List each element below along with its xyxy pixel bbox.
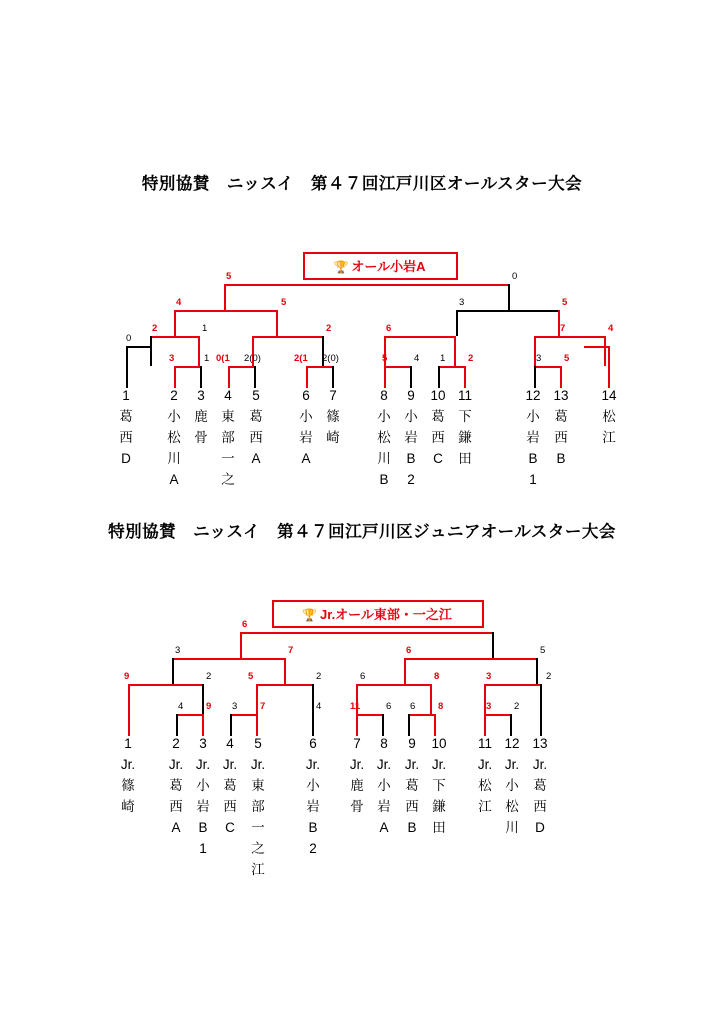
score-semifinal-left-b: 7 — [288, 645, 294, 656]
score-quarter2-left: 5 — [248, 671, 254, 682]
semifinal-right-horizontal — [456, 310, 560, 312]
final-right-riser — [508, 284, 510, 310]
score-r1-3: 1 — [204, 353, 210, 364]
bracket-section-allstar — [0, 170, 724, 534]
r1-riser-1 — [128, 694, 130, 736]
trophy-icon: 🏆 — [333, 260, 349, 274]
team-entry: 13 Jr. 葛 西 D — [532, 736, 548, 835]
r1-riser-14 — [608, 346, 610, 388]
team-entry: 8 小 松 川 B — [377, 388, 391, 487]
bracket-diagram-junior — [0, 542, 724, 882]
score-r1-3: 9 — [206, 701, 212, 712]
score-r1-6: 4 — [316, 701, 322, 712]
r1-pair-7-8 — [356, 714, 384, 716]
bracket-diagram-allstar — [0, 194, 724, 534]
score-r1-8: 5 — [382, 353, 388, 364]
score-semifinal-right-b: 5 — [562, 297, 568, 308]
score-r1-11: 3 — [486, 701, 492, 712]
r1-pair-10-11 — [438, 366, 466, 368]
score-r1-1: 0 — [126, 333, 132, 344]
r1-riser-6 — [306, 366, 308, 388]
score-semifinal-right-a: 3 — [459, 297, 465, 308]
score-r1-9: 4 — [414, 353, 420, 364]
quarter3-right-riser — [454, 336, 456, 366]
team-entry: 13 葛 西 B — [553, 388, 569, 466]
score-r1-7: 2(0) — [322, 353, 339, 364]
team-entry: 2 小 松 川 A — [167, 388, 181, 487]
final-horizontal — [224, 284, 510, 286]
r1-riser-12 — [534, 366, 536, 388]
team-entry: 1 Jr. 篠 崎 — [120, 736, 136, 814]
r1-pair-8-9 — [384, 366, 412, 368]
score-r1-12: 3 — [536, 353, 542, 364]
score-quarter2-right: 2 — [316, 671, 322, 682]
team-entry: 4 東 部 一 之 — [221, 388, 235, 487]
score-quarter3-right: 8 — [434, 671, 440, 682]
team-entry: 7 Jr. 鹿 骨 — [349, 736, 365, 814]
score-quarter4-right: 2 — [546, 671, 552, 682]
quarter3-horizontal — [384, 336, 456, 338]
team-entry: 6 Jr. 小 岩 B 2 — [305, 736, 321, 856]
r1-pair-4-5 — [228, 366, 256, 368]
score-semifinal-left-b: 5 — [281, 297, 287, 308]
score-quarter1-right: 1 — [202, 323, 208, 334]
final-right-riser — [492, 632, 494, 658]
quarter4-horizontal — [484, 684, 542, 686]
score-quarter4-right: 4 — [608, 323, 614, 334]
team-entry: 9 小 岩 B 2 — [404, 388, 418, 487]
r1-riser-2 — [174, 366, 176, 388]
score-quarter3-left: 6 — [360, 671, 366, 682]
semifinal-left-horizontal — [174, 310, 278, 312]
score-quarter3-left: 6 — [386, 323, 392, 334]
trophy-icon: 🏆 — [302, 608, 317, 622]
score-semifinal-left-a: 4 — [176, 297, 182, 308]
r1-pair-2-3 — [174, 366, 202, 368]
score-r1-10: 8 — [438, 701, 444, 712]
quarter3-horizontal — [356, 684, 432, 686]
team-entry: 14 松 江 — [601, 388, 617, 445]
score-quarter1-right: 2 — [206, 671, 212, 682]
champion-box — [272, 600, 484, 628]
quarter1-horizontal — [150, 336, 200, 338]
team-entry: 2 Jr. 葛 西 A — [168, 736, 184, 835]
score-final-right: 0 — [512, 271, 518, 282]
quarter4-horizontal — [534, 336, 606, 338]
semifinal-left-riser-b — [284, 658, 286, 684]
team-entry: 10 Jr. 下 鎌 田 — [431, 736, 447, 835]
score-r1-9: 6 — [410, 701, 416, 712]
section-title: 特別協賛 ニッスイ 第４７回江戸川区オールスター大会 — [141, 175, 583, 193]
score-r1-4: 0(1 — [216, 353, 230, 364]
score-quarter2-right: 2 — [326, 323, 332, 334]
score-r1-2: 4 — [178, 701, 184, 712]
r1-riser-4 — [228, 366, 230, 388]
quarter1-horizontal — [128, 684, 204, 686]
champion-box — [303, 252, 458, 280]
semifinal-left-horizontal — [172, 658, 286, 660]
team-entry: 4 Jr. 葛 西 C — [222, 736, 238, 835]
quarter1-right-riser — [202, 684, 204, 714]
r1-pair-4-5 — [230, 714, 258, 716]
team-entry: 7 篠 崎 — [326, 388, 340, 445]
quarter1-right-riser — [198, 336, 200, 366]
r1-pair-11-12 — [484, 714, 512, 716]
r1-riser-12 — [510, 714, 512, 736]
score-semifinal-left-a: 3 — [175, 645, 181, 656]
score-final-left: 6 — [242, 619, 248, 630]
score-semifinal-right-a: 6 — [406, 645, 412, 656]
quarter2-horizontal — [256, 684, 314, 686]
team-entry: 3 鹿 骨 — [194, 388, 208, 445]
champion-label: Jr.オール東部・一之江 — [320, 607, 452, 622]
team-entry: 11 Jr. 松 江 — [477, 736, 493, 814]
team-entry: 5 葛 西 A — [249, 388, 263, 466]
r1-riser-3 — [202, 714, 204, 736]
r1-riser-4 — [230, 714, 232, 736]
score-r1-4: 3 — [232, 701, 238, 712]
semifinal-left-riser-a — [174, 310, 176, 336]
section-title: 特別協賛 ニッスイ 第４７回江戸川区ジュニアオールスター大会 — [108, 523, 616, 541]
r1-riser-11 — [464, 366, 466, 388]
quarter1-left-riser — [150, 336, 152, 366]
team-entry: 12 Jr. 小 松 川 — [504, 736, 520, 835]
r1-pair-12-13 — [534, 366, 562, 368]
r1-pair-2-3 — [176, 714, 204, 716]
r1-riser-6 — [312, 694, 314, 736]
bracket-section-junior — [0, 518, 724, 882]
score-quarter1-left: 9 — [124, 671, 130, 682]
team-entry: 5 Jr. 東 部 一 之 江 — [250, 736, 266, 877]
team-entry: 8 Jr. 小 岩 A — [376, 736, 392, 835]
score-r1-13: 5 — [564, 353, 570, 364]
semifinal-left-riser-b — [276, 310, 278, 336]
semifinal-right-riser-a — [404, 658, 406, 684]
r1-riser-10 — [434, 714, 436, 736]
semifinal-right-horizontal — [404, 658, 538, 660]
r1-riser-8 — [384, 366, 386, 388]
final-left-riser — [240, 632, 242, 658]
score-quarter4-left: 3 — [486, 671, 492, 682]
r1-riser-3 — [200, 366, 202, 388]
r1-bye-1 — [126, 346, 152, 348]
quarter3-right-riser — [430, 684, 432, 714]
r1-riser-9 — [410, 366, 412, 388]
r1-riser-13 — [540, 694, 542, 736]
score-quarter4-left: 7 — [560, 323, 566, 334]
score-r1-6: 2(1 — [294, 353, 308, 364]
quarter4-right-riser — [604, 336, 606, 366]
champion-label: オール小岩A — [351, 259, 426, 274]
team-entry: 9 Jr. 葛 西 B — [404, 736, 420, 835]
score-r1-2: 3 — [169, 353, 175, 364]
r1-riser-11 — [484, 714, 486, 736]
score-r1-7: 11 — [350, 701, 361, 712]
quarter2-horizontal — [252, 336, 324, 338]
r1-bye-14 — [584, 346, 610, 348]
r1-pair-6-7 — [306, 366, 334, 368]
r1-riser-10 — [438, 366, 440, 388]
quarter2-left-riser — [256, 684, 258, 714]
r1-riser-1 — [126, 346, 128, 388]
team-entry: 6 小 岩 A — [299, 388, 313, 466]
r1-riser-8 — [382, 714, 384, 736]
final-left-riser — [224, 284, 226, 310]
r1-riser-5 — [254, 366, 256, 388]
score-r1-5: 2(0) — [244, 353, 261, 364]
team-entry: 10 葛 西 C — [430, 388, 446, 466]
team-entry: 1 葛 西 D — [119, 388, 133, 466]
score-semifinal-right-b: 5 — [540, 645, 546, 656]
r1-pair-9-10 — [408, 714, 436, 716]
semifinal-right-riser-a — [456, 310, 458, 336]
score-r1-11: 2 — [468, 353, 474, 364]
score-r1-8: 6 — [386, 701, 392, 712]
r1-riser-7 — [332, 366, 334, 388]
r1-riser-13 — [560, 366, 562, 388]
r1-riser-9 — [408, 714, 410, 736]
score-r1-10: 1 — [440, 353, 446, 364]
score-r1-12: 2 — [514, 701, 520, 712]
r1-riser-7 — [356, 714, 358, 736]
team-entry: 12 小 岩 B 1 — [525, 388, 541, 487]
final-horizontal — [240, 632, 494, 634]
semifinal-right-riser-b — [536, 658, 538, 684]
team-entry: 3 Jr. 小 岩 B 1 — [195, 736, 211, 856]
team-entry: 11 下 鎌 田 — [457, 388, 472, 466]
r1-riser-2 — [176, 714, 178, 736]
score-r1-5: 7 — [260, 701, 266, 712]
score-final-left: 5 — [226, 271, 232, 282]
score-quarter1-left: 2 — [152, 323, 158, 334]
semifinal-left-riser-a — [172, 658, 174, 684]
r1-riser-5 — [256, 714, 258, 736]
